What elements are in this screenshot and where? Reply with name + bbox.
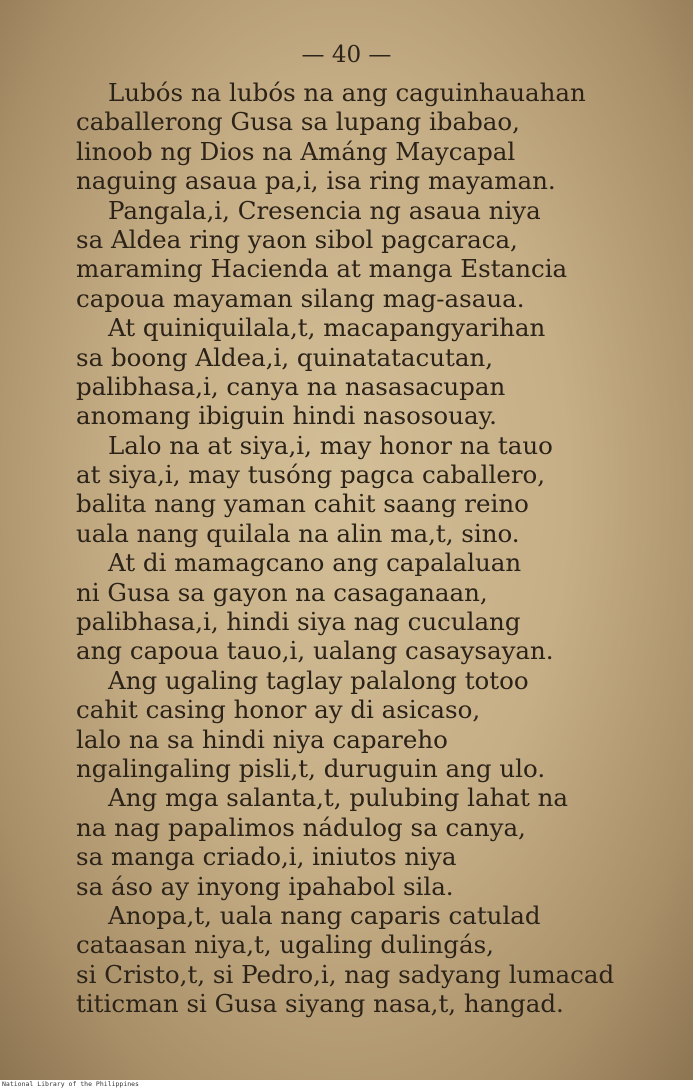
poem-line: Ang ugaling taglay palalong totoo [108, 665, 529, 695]
poem-line: At di mamagcano ang capalaluan [108, 548, 522, 578]
poem-line: cahit casing honor ay di asicaso, [76, 695, 481, 725]
poem-line: sa manga criado,i, iniutos niya [76, 842, 457, 872]
poem-line: palibhasa,i, hindi siya nag cuculang [76, 607, 521, 637]
poem-line: balita nang yaman cahit saang reino [76, 489, 529, 519]
poem-line: caballerong Gusa sa lupang ibabao, [76, 107, 520, 137]
poem-line: capoua mayaman silang mag-asaua. [76, 283, 525, 313]
poem-line: anomang ibiguin hindi nasosouay. [76, 401, 497, 431]
poem-line: cataasan niya,t, ugaling dulingás, [76, 930, 494, 960]
poem-line: sa boong Aldea,i, quinatatacutan, [76, 342, 494, 372]
poem-line: Anopa,t, uala nang caparis catulad [108, 900, 541, 930]
poem-line: si Cristo,t, si Pedro,i, nag sadyang lumacad [76, 959, 615, 989]
poem-line: Lubós na lubós na ang caguinhauahan [108, 78, 586, 107]
poem-line: Lalo na at siya,i, may honor na tauo [108, 430, 553, 460]
poem-line: sa áso ay inyong ipahabol sila. [76, 871, 454, 901]
poem-line: At quiniquilala,t, macapangyarihan [108, 313, 546, 343]
poem-line: Pangala,i, Cresencia ng asaua niya [108, 195, 541, 225]
footer-credit: National Library of the Philippines [2, 1080, 139, 1088]
poem-text [76, 78, 676, 1019]
page-number: — 40 — [301, 42, 392, 68]
poem-line: na nag papalimos nádulog sa canya, [76, 812, 526, 842]
poem-line: naguing asaua pa,i, isa ring mayaman. [76, 166, 556, 196]
poem-line: maraming Hacienda at manga Estancia [76, 254, 568, 284]
poem-line: Ang mga salanta,t, pulubing lahat na [108, 783, 569, 813]
poem-line: ni Gusa sa gayon na casaganaan, [76, 577, 488, 607]
poem-line: sa Aldea ring yaon sibol pagcaraca, [76, 224, 518, 254]
poem-line: linoob ng Dios na Amáng Maycapal [76, 136, 516, 166]
poem-line: uala nang quilala na alin ma,t, sino. [76, 518, 520, 548]
poem-line: at siya,i, may tusóng pagca caballero, [76, 460, 546, 490]
poem-line: titicman si Gusa siyang nasa,t, hangad. [76, 989, 564, 1019]
poem-line: lalo na sa hindi niya capareho [76, 724, 448, 754]
poem-line: palibhasa,i, canya na nasasacupan [76, 371, 506, 401]
poem-line: ang capoua tauo,i, ualang casaysayan. [76, 636, 554, 666]
poem-line: ngalingaling pisli,t, duruguin ang ulo. [76, 753, 546, 783]
